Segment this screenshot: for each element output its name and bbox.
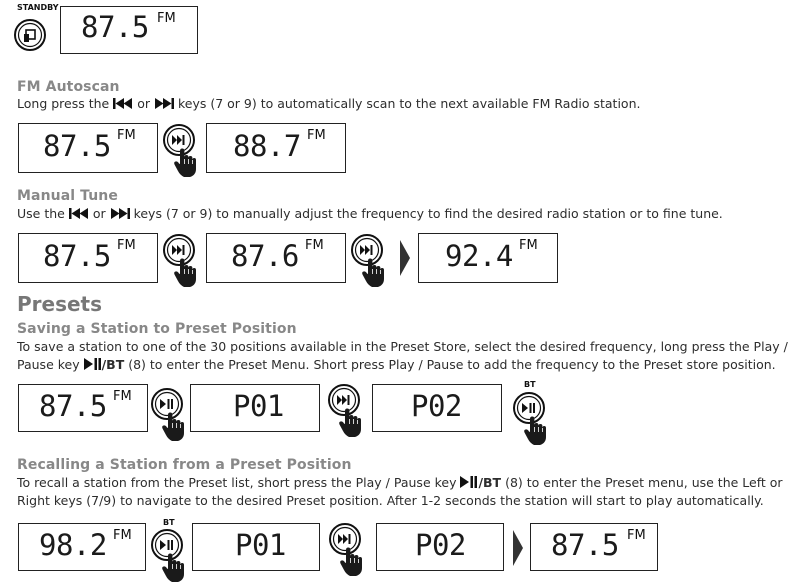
preset-value: P02 xyxy=(411,389,462,423)
standby-display xyxy=(60,6,198,54)
frequency-value: 98.2 xyxy=(39,528,107,562)
recalling-description-line2: Right keys (7/9) to navigate to the desired Preset position. After 1-2 seconds the station will start to play automatically. xyxy=(17,493,764,508)
band-label: FM xyxy=(117,238,136,253)
next-button[interactable] xyxy=(162,122,202,180)
bt-label: BT xyxy=(524,380,536,389)
prev-track-icon xyxy=(113,98,133,109)
frequency-value: 88.7 xyxy=(233,129,301,163)
frequency-value: 87.5 xyxy=(551,528,619,562)
recalling-description-line1: To recall a station from the Preset list, short press the Play / Pause key /BT (8) to enter the Preset menu, use the Left or xyxy=(17,475,783,490)
standby-label: STANDBY xyxy=(17,3,59,12)
preset-display xyxy=(192,523,320,571)
frequency-display xyxy=(18,233,158,283)
presets-heading: Presets xyxy=(17,292,103,316)
band-label: FM xyxy=(307,128,326,143)
next-button[interactable] xyxy=(328,521,368,579)
frequency-value: 92.4 xyxy=(445,239,513,273)
frequency-display xyxy=(206,123,346,173)
saving-station-heading: Saving a Station to Preset Position xyxy=(17,321,297,337)
preset-value: P01 xyxy=(233,389,284,423)
frequency-display xyxy=(418,233,558,283)
band-label: FM xyxy=(157,11,176,26)
frequency-value: 87.5 xyxy=(43,239,111,273)
band-label: FM xyxy=(519,238,538,253)
preset-value: P01 xyxy=(235,528,286,562)
frequency-display xyxy=(206,233,346,283)
manual-tune-description: Use the or keys (7 or 9) to manually adjust the frequency to find the desired radio station or to fine tune. xyxy=(17,206,723,221)
saving-description-line1: To save a station to one of the 30 positions available in the Preset Store, select the desired frequency, long press the Play / xyxy=(17,339,788,354)
play-pause-button[interactable] xyxy=(150,386,190,444)
recalling-station-heading: Recalling a Station from a Preset Position xyxy=(17,457,352,473)
saving-description-line2: Pause key /BT (8) to enter the Preset Menu. Short press Play / Pause to add the frequency to the Preset store position. xyxy=(17,357,776,372)
next-button[interactable] xyxy=(162,232,202,290)
next-track-icon xyxy=(154,98,174,109)
frequency-value: 87.5 xyxy=(43,129,111,163)
preset-display xyxy=(376,523,504,571)
autoscan-heading: FM Autoscan xyxy=(17,79,120,95)
next-track-icon xyxy=(110,208,130,219)
prev-track-icon xyxy=(69,208,89,219)
frequency-display xyxy=(530,523,658,571)
bt-label: BT xyxy=(163,518,175,527)
frequency-display xyxy=(18,384,148,432)
preset-value: P02 xyxy=(415,528,466,562)
next-button[interactable] xyxy=(327,382,367,440)
next-button[interactable] xyxy=(350,232,390,290)
frequency-display xyxy=(18,123,158,173)
frequency-value: 87.5 xyxy=(81,10,149,44)
band-label: FM xyxy=(117,128,136,143)
band-label: FM xyxy=(305,238,324,253)
sequence-arrow-icon xyxy=(513,530,523,566)
play-pause-button[interactable] xyxy=(512,390,552,448)
manual-tune-heading: Manual Tune xyxy=(17,188,118,204)
autoscan-description: Long press the or keys (7 or 9) to automatically scan to the next available FM Radio station. xyxy=(17,96,641,111)
play-pause-icon xyxy=(84,358,102,370)
preset-display xyxy=(372,384,502,432)
band-label: FM xyxy=(113,389,132,404)
band-label: FM xyxy=(627,528,646,543)
standby-button[interactable] xyxy=(12,16,48,56)
play-pause-button[interactable] xyxy=(150,527,190,585)
play-pause-icon xyxy=(460,476,478,488)
band-label: FM xyxy=(113,528,132,543)
frequency-value: 87.5 xyxy=(39,389,107,423)
frequency-display xyxy=(18,523,146,571)
frequency-value: 87.6 xyxy=(231,239,299,273)
preset-display xyxy=(190,384,320,432)
sequence-arrow-icon xyxy=(400,240,410,276)
